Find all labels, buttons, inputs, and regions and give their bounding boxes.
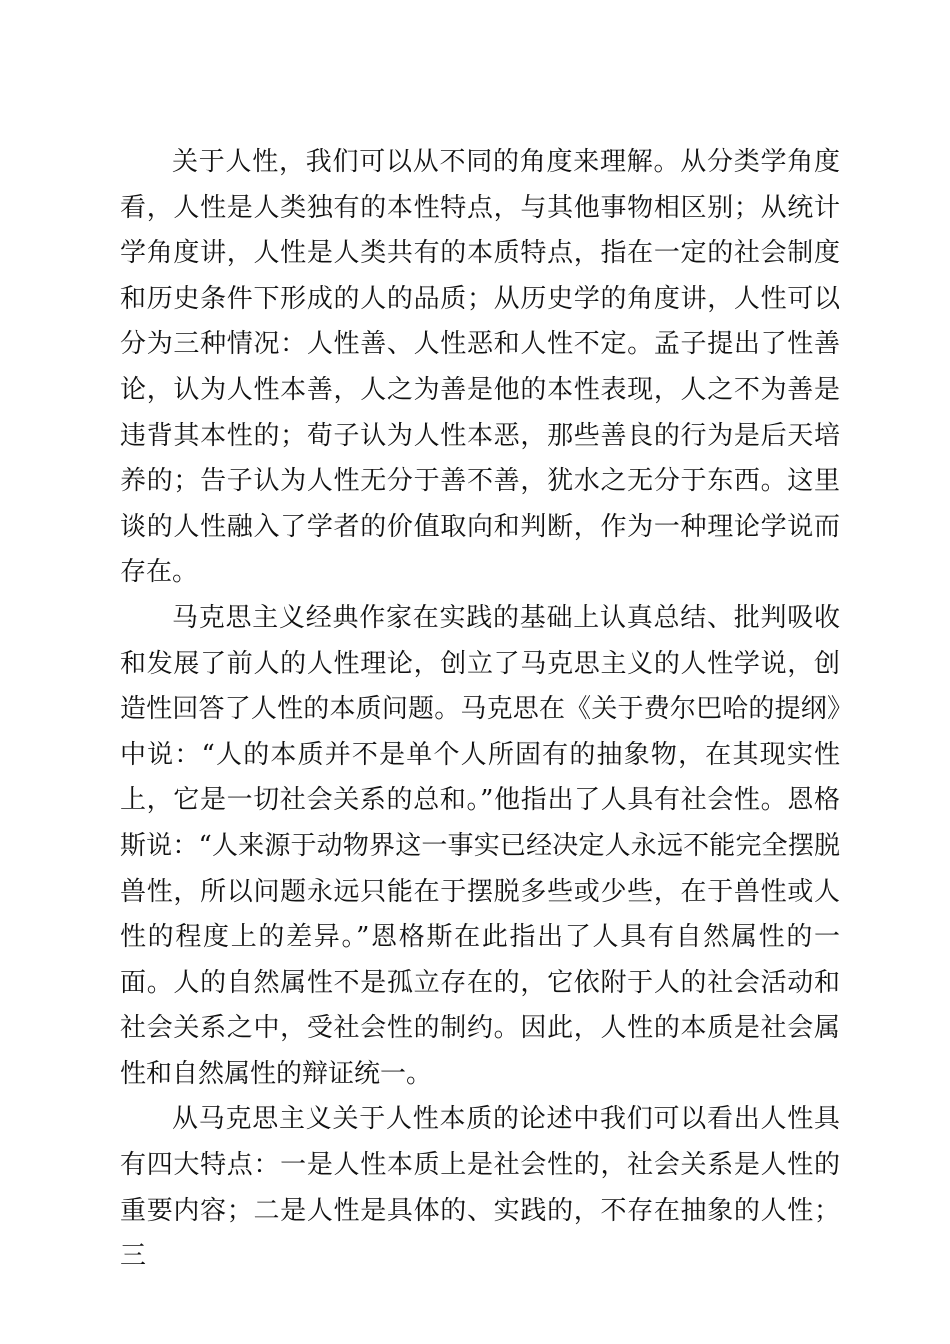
body-text — [120, 140, 840, 1280]
paragraph-four-characteristics: 从马克思主义关于人性本质的论述中我们可以看出人性具有四大特点：一是人性本质上是社会性的，社会关系是人性的重要内容；二是人性是具体的、实践的，不存在抽象的人性；三 — [120, 1104, 840, 1272]
paragraph-marxist-theory: 马克思主义经典作家在实践的基础上认真总结、批判吸收和发展了前人的人性理论，创立了马克思主义的人性学说，创造性回答了人性的本质问题。马克思在《关于费尔巴哈的提纲》中说：“人的本质并不是单个人所固有的抽象物，在其现实性上，它是一切社会关系的总和。”他指出了人具有社会性。恩格斯说：“人来源于动物界这一事实已经决定人永远不能完全摆脱兽性，所以问题永远只能在于摆脱多些或少些，在于兽性或人性的程度上的差异。”恩格斯在此指出了人具有自然属性的一面。人的自然属性不是孤立存在的，它依附于人的社会活动和社会关系之中，受社会性的制约。因此，人性的本质是社会属性和自然属性的辩证统一。 — [120, 602, 840, 1089]
paragraph-human-nature-perspectives: 关于人性，我们可以从不同的角度来理解。从分类学角度看，人性是人类独有的本性特点，与其他事物相区别；从统计学角度讲，人性是人类共有的本质特点，指在一定的社会制度和历史条件下形成的人的品质；从历史学的角度讲，人性可以分为三种情况：人性善、人性恶和人性不定。孟子提出了性善论，认为人性本善，人之为善是他的本性表现，人之不为善是违背其本性的；荀子认为人性本恶，那些善良的行为是后天培养的；告子认为人性无分于善不善，犹水之无分于东西。这里谈的人性融入了学者的价值取向和判断，作为一种理论学说而存在。 — [120, 147, 840, 588]
